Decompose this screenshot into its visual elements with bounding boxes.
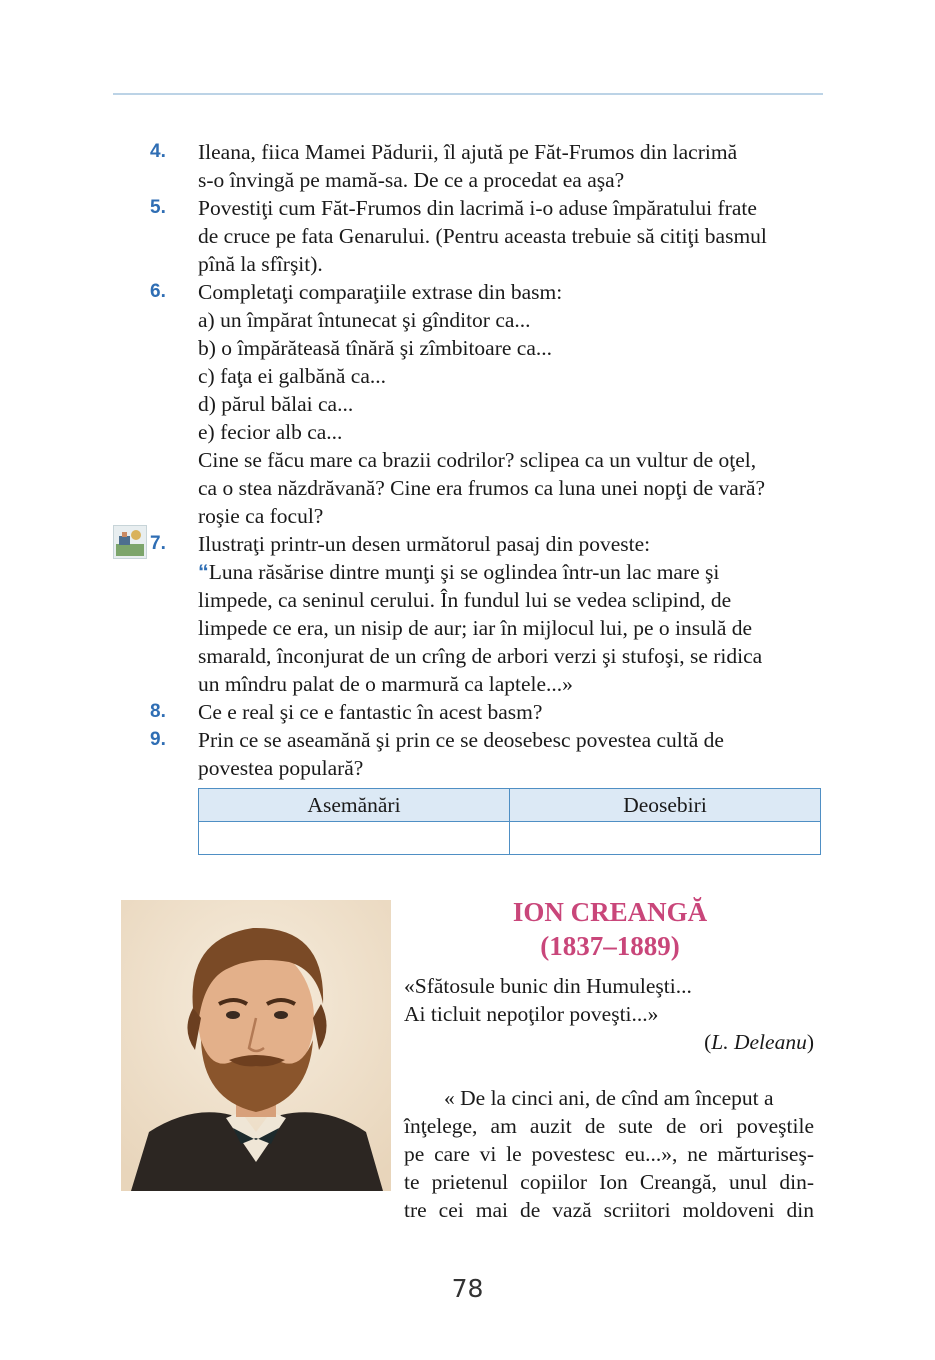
table-row: [199, 822, 821, 855]
question-text: d) părul bălai ca...: [198, 392, 354, 416]
question-5: [150, 194, 822, 278]
question-number: 9.: [150, 729, 166, 750]
epigraph-line: Ai ticluit nepoţilor poveşti...»: [404, 1002, 659, 1026]
question-number: 4.: [150, 141, 166, 162]
question-text: Ilustraţi printr-un desen următorul pasaj din poveste:: [198, 532, 651, 556]
question-text: roşie ca focul?: [198, 504, 324, 528]
bio-line: tre cei mai de vază scriitori moldoveni din: [404, 1198, 814, 1222]
bio-line: te prietenul copiilor Ion Creangă, unul din-: [404, 1170, 814, 1194]
quote-text: smarald, înconjurat de un crîng de arbori verzi şi stufoşi, se ridica: [198, 644, 763, 668]
question-text: Povestiţi cum Făt-Frumos din lacrimă i-o aduse împăratului frate: [198, 196, 757, 220]
question-number: 5.: [150, 197, 166, 218]
table-header-row: [199, 789, 821, 822]
question-text: a) un împărat întunecat şi gînditor ca...: [198, 308, 531, 332]
epigraph: [404, 972, 814, 1056]
quote-text: un mîndru palat de o marmură ca laptele...»: [198, 672, 573, 696]
question-text: pînă la sfîrşit).: [198, 252, 323, 276]
quote-text: Luna răsărise dintre munţi şi se oglindea într-un lac mare şi: [208, 560, 720, 584]
table-header-cell: Deosebiri: [510, 789, 821, 822]
question-text: Cine se făcu mare ca brazii codrilor? sclipea ca un vultur de oţel,: [198, 448, 757, 472]
drawing-activity-icon: [113, 525, 147, 559]
quote-text: limpede ce era, un nisip de aur; iar în mijlocul lui, pe o insulă de: [198, 616, 753, 640]
biography-paragraph: [404, 1084, 814, 1224]
bio-line: pe care vi le povestesc eu...», ne mărturiseş-: [404, 1142, 814, 1166]
bio-line: înţelege, am auzit de sute de ori poveştile: [404, 1114, 814, 1138]
question-9: [150, 726, 822, 782]
answer-cell[interactable]: [510, 822, 821, 855]
bio-line: « De la cinci ani, de cînd am început a: [444, 1086, 774, 1110]
top-rule: [113, 93, 823, 95]
question-6: [150, 278, 822, 530]
question-text: Completaţi comparaţiile extrase din basm:: [198, 280, 563, 304]
question-text: e) fecior alb ca...: [198, 420, 343, 444]
question-8: [150, 698, 822, 726]
quote-text: limpede, ca seninul cerului. În fundul lui se vedea sclipind, de: [198, 588, 732, 612]
question-text: de cruce pe fata Genarului. (Pentru aceasta trebuie să citiţi basmul: [198, 224, 767, 248]
question-text: c) faţa ei galbănă ca...: [198, 364, 386, 388]
question-text: Ce e real şi ce e fantastic în acest basm?: [198, 700, 543, 724]
question-7: [150, 530, 822, 698]
question-text: ca o stea năzdrăvană? Cine era frumos ca luna unei nopţi de vară?: [198, 476, 766, 500]
author-portrait: [121, 900, 391, 1191]
table-header-cell: Asemănări: [199, 789, 510, 822]
question-text: b) o împărăteasă tînără şi zîmbitoare ca...: [198, 336, 552, 360]
epigraph-line: «Sfătosule bunic din Humuleşti...: [404, 974, 692, 998]
quote-mark: “: [198, 560, 209, 584]
question-number: 8.: [150, 701, 166, 722]
author-years: (1837–1889): [540, 931, 680, 961]
epigraph-source: (L. Deleanu): [704, 1030, 814, 1054]
question-number: 7.: [150, 533, 166, 554]
author-name: ION CREANGĂ: [512, 897, 708, 927]
question-text: Prin ce se aseamănă şi prin ce se deosebesc povestea cultă de: [198, 728, 724, 752]
answer-cell[interactable]: [199, 822, 510, 855]
question-number: 6.: [150, 281, 166, 302]
question-text: Ileana, fiica Mamei Pădurii, îl ajută pe Făt-Frumos din lacrimă: [198, 140, 738, 164]
question-4: [150, 138, 822, 194]
page-number: 78: [451, 1274, 484, 1303]
question-text: s-o învingă pe mamă-sa. De ce a procedat ea aşa?: [198, 168, 625, 192]
quote-line: [198, 558, 822, 586]
comparison-table: [198, 788, 821, 855]
question-text: povestea populară?: [198, 756, 364, 780]
